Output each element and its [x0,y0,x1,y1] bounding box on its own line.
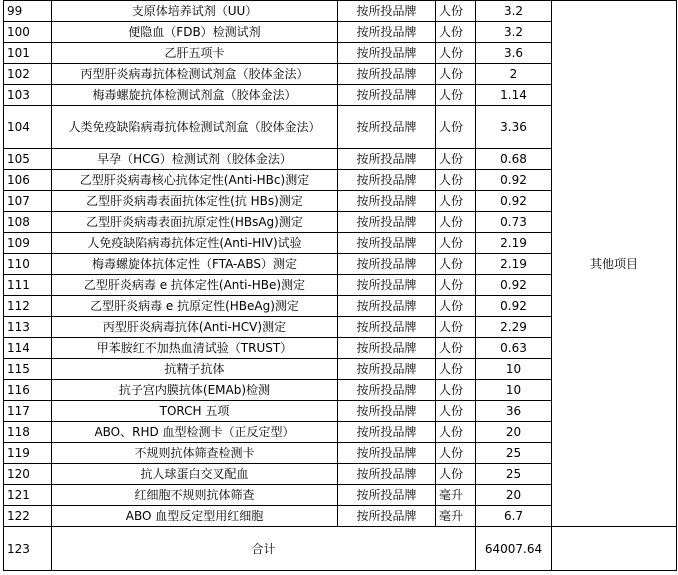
total-number: 123 [4,527,52,571]
table-body [4,1,677,571]
unit: 人份 [436,443,476,464]
price-table [3,0,677,571]
unit: 人份 [436,149,476,170]
item-name: 乙型肝炎病毒 e 抗原定性(HBeAg)测定 [52,296,338,317]
unit: 人份 [436,401,476,422]
item-name: 支原体培养试剂（UU） [52,1,338,22]
unit-price: 2.29 [476,317,552,338]
row-number: 112 [4,296,52,317]
row-number: 104 [4,106,52,149]
row-number: 109 [4,233,52,254]
pricing-basis: 按所投品牌 [338,422,436,443]
row-number: 101 [4,43,52,64]
item-name: 人类免疫缺陷病毒抗体检测试剂盒（胶体金法） [52,106,338,149]
unit: 人份 [436,317,476,338]
item-name: 不规则抗体筛查检测卡 [52,443,338,464]
row-number: 119 [4,443,52,464]
item-name: 抗精子抗体 [52,359,338,380]
item-name: TORCH 五项 [52,401,338,422]
pricing-basis: 按所投品牌 [338,443,436,464]
row-number: 110 [4,254,52,275]
unit-price: 36 [476,401,552,422]
pricing-basis: 按所投品牌 [338,338,436,359]
pricing-basis: 按所投品牌 [338,485,436,506]
unit-price: 3.2 [476,22,552,43]
unit-price: 25 [476,464,552,485]
row-number: 107 [4,191,52,212]
row-number: 111 [4,275,52,296]
unit: 毫升 [436,485,476,506]
unit-price: 0.92 [476,191,552,212]
row-number: 120 [4,464,52,485]
item-name: 早孕（HCG）检测试剂（胶体金法） [52,149,338,170]
row-number: 118 [4,422,52,443]
pricing-basis: 按所投品牌 [338,43,436,64]
pricing-basis: 按所投品牌 [338,401,436,422]
total-row [4,527,677,571]
category-cell: 其他项目 [552,1,677,527]
unit-price: 6.7 [476,506,552,527]
pricing-basis: 按所投品牌 [338,85,436,106]
row-number: 99 [4,1,52,22]
pricing-basis: 按所投品牌 [338,359,436,380]
unit: 人份 [436,170,476,191]
pricing-basis: 按所投品牌 [338,233,436,254]
pricing-basis: 按所投品牌 [338,254,436,275]
unit-price: 20 [476,422,552,443]
unit-price: 3.6 [476,43,552,64]
row-number: 116 [4,380,52,401]
total-empty [552,527,677,571]
unit-price: 2.19 [476,254,552,275]
unit-price: 0.92 [476,170,552,191]
pricing-basis: 按所投品牌 [338,64,436,85]
row-number: 115 [4,359,52,380]
unit: 人份 [436,191,476,212]
unit: 人份 [436,64,476,85]
item-name: 红细胞不规则抗体筛查 [52,485,338,506]
unit-price: 0.92 [476,275,552,296]
pricing-basis: 按所投品牌 [338,464,436,485]
unit: 人份 [436,85,476,106]
unit: 人份 [436,338,476,359]
unit: 人份 [436,296,476,317]
item-name: 乙型肝炎病毒核心抗体定性(Anti-HBc)测定 [52,170,338,191]
unit: 人份 [436,22,476,43]
unit-price: 0.92 [476,296,552,317]
item-name: 乙肝五项卡 [52,43,338,64]
total-price: 64007.64 [476,527,552,571]
unit: 毫升 [436,506,476,527]
pricing-basis: 按所投品牌 [338,380,436,401]
unit-price: 3.36 [476,106,552,149]
unit: 人份 [436,464,476,485]
row-number: 105 [4,149,52,170]
pricing-basis: 按所投品牌 [338,212,436,233]
pricing-basis: 按所投品牌 [338,106,436,149]
unit-price: 10 [476,359,552,380]
item-name: 丙型肝炎病毒抗体(Anti-HCV)测定 [52,317,338,338]
unit: 人份 [436,275,476,296]
unit-price: 2.19 [476,233,552,254]
row-number: 117 [4,401,52,422]
item-name: ABO、RHD 血型检测卡（正反定型） [52,422,338,443]
pricing-basis: 按所投品牌 [338,296,436,317]
unit: 人份 [436,359,476,380]
row-number: 114 [4,338,52,359]
pricing-basis: 按所投品牌 [338,506,436,527]
item-name: 甲苯胺红不加热血清试验（TRUST） [52,338,338,359]
row-number: 121 [4,485,52,506]
item-name: 乙型肝炎病毒表面抗原定性(HBsAg)测定 [52,212,338,233]
item-name: 梅毒螺旋抗体检测试剂盒（胶体金法） [52,85,338,106]
row-number: 106 [4,170,52,191]
table-row [4,1,677,22]
pricing-basis: 按所投品牌 [338,275,436,296]
pricing-basis: 按所投品牌 [338,191,436,212]
unit: 人份 [436,254,476,275]
unit-price: 2 [476,64,552,85]
unit: 人份 [436,380,476,401]
pricing-basis: 按所投品牌 [338,170,436,191]
item-name: 梅毒螺旋体抗体定性（FTA-ABS）测定 [52,254,338,275]
total-label: 合计 [52,527,476,571]
unit-price: 20 [476,485,552,506]
unit: 人份 [436,43,476,64]
unit-price: 0.63 [476,338,552,359]
item-name: 便隐血（FDB）检测试剂 [52,22,338,43]
unit: 人份 [436,1,476,22]
item-name: ABO 血型反定型用红细胞 [52,506,338,527]
item-name: 丙型肝炎病毒抗体检测试剂盒（胶体金法） [52,64,338,85]
pricing-basis: 按所投品牌 [338,22,436,43]
unit-price: 1.14 [476,85,552,106]
item-name: 乙型肝炎病毒表面抗体定性(抗 HBs)测定 [52,191,338,212]
unit-price: 3.2 [476,1,552,22]
item-name: 乙型肝炎病毒 e 抗体定性(Anti-HBe)测定 [52,275,338,296]
item-name: 抗人球蛋白交叉配血 [52,464,338,485]
unit-price: 0.73 [476,212,552,233]
row-number: 113 [4,317,52,338]
unit-price: 0.68 [476,149,552,170]
unit: 人份 [436,422,476,443]
unit: 人份 [436,212,476,233]
row-number: 108 [4,212,52,233]
row-number: 103 [4,85,52,106]
pricing-basis: 按所投品牌 [338,149,436,170]
unit: 人份 [436,233,476,254]
pricing-basis: 按所投品牌 [338,317,436,338]
unit-price: 25 [476,443,552,464]
item-name: 抗子宫内膜抗体(EMAb)检测 [52,380,338,401]
item-name: 人免疫缺陷病毒抗体定性(Anti-HIV)试验 [52,233,338,254]
row-number: 100 [4,22,52,43]
row-number: 122 [4,506,52,527]
unit-price: 10 [476,380,552,401]
pricing-basis: 按所投品牌 [338,1,436,22]
unit: 人份 [436,106,476,149]
row-number: 102 [4,64,52,85]
